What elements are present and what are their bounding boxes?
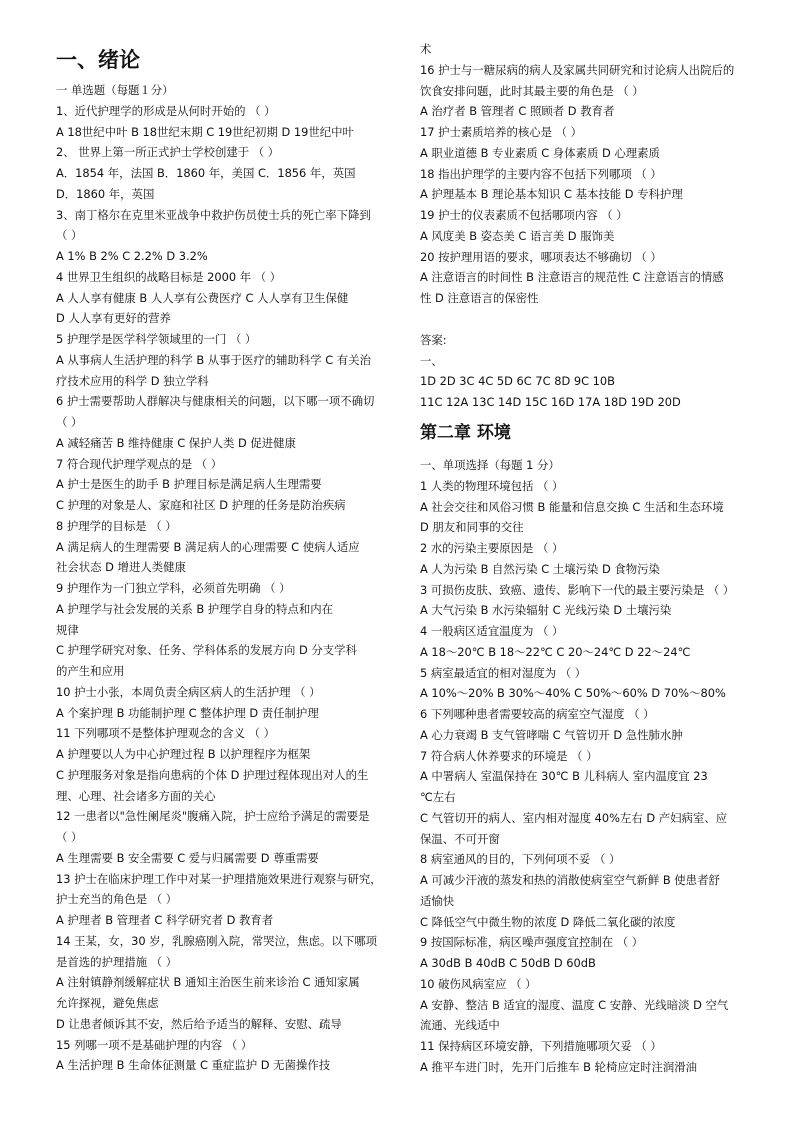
answer-row-2: 11C 12A 13C 14D 15C 16D 17A 18D 19D 20D bbox=[420, 395, 681, 409]
text-line: 8 护理学的目标是 （ ） bbox=[56, 518, 177, 533]
text-line: A 中署病人 室温保持在 30℃ B 儿科病人 室内温度宜 23 bbox=[420, 769, 708, 784]
text-line: 是首选的护理措施 （ ） bbox=[56, 954, 178, 969]
text-line: 18 指出护理学的主要内容不包括下列哪项 （ ） bbox=[420, 166, 662, 181]
text-line: A 减轻痛苦 B 维持健康 C 保护人类 D 促进健康 bbox=[56, 435, 296, 450]
text-line: 流通、光线适中 bbox=[420, 1018, 500, 1033]
text-line: C 护理的对象是人、家庭和社区 D 护理的任务是防治疾病 bbox=[56, 498, 346, 512]
text-line: A 护士是医生的助手 B 护理目标是满足病人生理需要 bbox=[56, 477, 322, 492]
text-line: 4 一般病区适宜温度为 （ ） bbox=[420, 624, 564, 638]
text-line: A 护理者 B 管理者 C 科学研究者 D 教育者 bbox=[56, 913, 274, 927]
text-line: 疗技术应用的科学 D 独立学科 bbox=[56, 373, 209, 388]
text-line: 10 破伤风病室应 （ ） bbox=[420, 976, 537, 991]
text-line: A 人为污染 B 自然污染 C 土壤污染 D 食物污染 bbox=[420, 561, 660, 576]
text-line: （ ） bbox=[56, 830, 83, 844]
text-line: A．1854 年，法国 B．1860 年，美国 C．1856 年，英国 bbox=[56, 166, 356, 180]
text-line: D 人人享有更好的营养 bbox=[56, 311, 171, 326]
text-line: A 安静、整洁 B 适宜的湿度、温度 C 安静、光线暗淡 D 空气 bbox=[420, 997, 729, 1012]
text-line: ℃左右 bbox=[420, 790, 456, 804]
text-line: A 治疗者 B 管理者 C 照顾者 D 教育者 bbox=[420, 104, 615, 119]
text-line: A 生活护理 B 生命体征测量 C 重症监护 D 无菌操作技 bbox=[56, 1058, 331, 1073]
text-line: 术 bbox=[420, 42, 432, 56]
text-line: A 人人享有健康 B 人人享有公费医疗 C 人人享有卫生保健 bbox=[56, 290, 349, 305]
text-line: 保温、不可开窗 bbox=[420, 831, 500, 846]
text-line: 理、心理、社会诸多方面的关心 bbox=[56, 788, 216, 803]
text-line: 6 下列哪种患者需要较高的病室空气湿度 （ ） bbox=[420, 707, 655, 721]
text-line: 15 列哪一项不是基础护理的内容 （ ） bbox=[56, 1037, 253, 1052]
text-line: 1、近代护理学的形成是从何时开始的 （ ） bbox=[56, 103, 276, 118]
text-line: A 推平车进门时，先开门后推车 B 轮椅应定时注润滑油 bbox=[420, 1059, 698, 1074]
text-line: 规律 bbox=[56, 622, 79, 637]
text-line: A 10%～20% B 30%～40% C 50%～60% D 70%～80% bbox=[420, 686, 726, 701]
text-line: 10 护士小张，本周负责全病区病人的生活护理 （ ） bbox=[56, 684, 321, 699]
text-line: A 满足病人的生理需要 B 满足病人的心理需要 C 使病人适应 bbox=[56, 539, 360, 554]
text-line: 2 水的污染主要原因是 （ ） bbox=[420, 541, 564, 555]
text-line: 7 符合现代护理学观点的是 （ ） bbox=[56, 456, 223, 471]
text-line: 社会状态 D 增进人类健康 bbox=[56, 560, 186, 575]
text-line: 3、南丁格尔在克里米亚战争中救护伤员使士兵的死亡率下降到 bbox=[56, 207, 371, 222]
answer-label: 答案: bbox=[420, 333, 447, 347]
text-line: C 护理服务对象是指向患病的个体 D 护理过程体现出对人的生 bbox=[56, 767, 369, 782]
text-line: 11 保持病区环境安静，下列措施哪项欠妥 （ ） bbox=[420, 1039, 662, 1053]
text-line: 护士充当的角色是 （ ） bbox=[56, 892, 178, 907]
text-line: D 让患者倾诉其不安，然后给予适当的解释、安慰、疏导 bbox=[56, 1016, 342, 1031]
text-line: A 注射镇静剂缓解症状 B 通知主治医生前来诊治 C 通知家属 bbox=[56, 975, 360, 990]
text-line: A 风度美 B 姿态美 C 语言美 D 服饰美 bbox=[420, 228, 615, 243]
text-line: A 护理要以人为中心护理过程 B 以护理程序为框架 bbox=[56, 747, 311, 761]
text-line: 4 世界卫生组织的战略目标是 2000 年 （ ） bbox=[56, 269, 282, 284]
text-line: A 大气污染 B 水污染辐射 C 光线污染 D 土壤污染 bbox=[420, 603, 672, 618]
text-line: 饮食安排问题，此时其最主要的角色是 （ ） bbox=[420, 83, 644, 98]
text-line: 9 护理作为一门独立学科，必须首先明确 （ ） bbox=[56, 581, 291, 595]
text-line: 允许探视，避免焦虑 bbox=[56, 996, 159, 1010]
text-line: A 18～20℃ B 18～22℃ C 20～24℃ D 22～24℃ bbox=[420, 644, 691, 659]
text-line: 一 单选题（每题１分） bbox=[56, 83, 174, 97]
text-line: 性 D 注意语言的保密性 bbox=[420, 291, 539, 305]
text-line: 17 护士素质培养的核心是 （ ） bbox=[420, 125, 583, 139]
text-line: 13 护士在临床护理工作中对某一护理措施效果进行观察与研究， bbox=[56, 871, 382, 886]
text-line: 19 护士的仪表素质不包括哪项内容 （ ） bbox=[420, 208, 628, 222]
text-line: 9 按国际标准，病区噪声强度宜控制在 （ ） bbox=[420, 935, 644, 950]
text-line: C 降低空气中微生物的浓度 D 降低二氧化碳的浓度 bbox=[420, 914, 676, 929]
text-line: 11 下列哪项不是整体护理观念的含义 （ ） bbox=[56, 726, 275, 741]
text-line: 适愉快 bbox=[420, 893, 455, 908]
text-line: 的产生和应用 bbox=[56, 664, 125, 678]
text-line: D 朋友和同事的交往 bbox=[420, 520, 524, 535]
answer-section: 一、 bbox=[420, 354, 443, 368]
text-line: C 气管切开的病人、室内相对湿度 40%左右 D 产妇病室、应 bbox=[420, 810, 728, 825]
text-line: 8 病室通风的目的，下列何项不妥 （ ） bbox=[420, 852, 621, 867]
text-line: （ ） bbox=[56, 228, 83, 243]
chapter-two-title: 第二章 环境 bbox=[420, 423, 511, 443]
text-line: A 个案护理 B 功能制护理 C 整体护理 D 责任制护理 bbox=[56, 705, 319, 720]
text-line: （ ） bbox=[56, 415, 83, 429]
text-line: A 职业道德 B 专业素质 C 身体素质 D 心理素质 bbox=[420, 145, 660, 160]
text-line: 7 符合病人休养要求的环境是 （ ） bbox=[420, 748, 598, 763]
text-line: A 30dB B 40dB C 50dB D 60dB bbox=[420, 956, 596, 970]
text-line: 20 按护理用语的要求，哪项表达不够确切 （ ） bbox=[420, 249, 662, 264]
text-line: 5 病室最适宜的相对湿度为 （ ） bbox=[420, 665, 587, 680]
text-line: D．1860 年，英国 bbox=[56, 186, 155, 201]
answer-row-1: 1D 2D 3C 4C 5D 6C 7C 8D 9C 10B bbox=[420, 374, 615, 388]
text-line: A 护理基本 B 理论基本知识 C 基本技能 D 专科护理 bbox=[420, 187, 683, 202]
text-line: 16 护士与一糖尿病的病人及家属共同研究和讨论病人出院后的 bbox=[420, 62, 735, 77]
text-line: A 心力衰竭 B 支气管哮喘 C 气管切开 D 急性肺水肿 bbox=[420, 727, 683, 742]
text-line: A 社会交往和风俗习惯 B 能量和信息交换 C 生活和生态环境 bbox=[420, 499, 724, 514]
text-line: A 注意语言的时间性 B 注意语言的规范性 C 注意语言的情感 bbox=[420, 270, 724, 285]
text-line: A 护理学与社会发展的关系 B 护理学自身的特点和内在 bbox=[56, 601, 334, 616]
text-line: 14 王某，女，30 岁，乳腺癌刚入院，常哭泣，焦虑。以下哪项 bbox=[56, 933, 377, 948]
text-line: 3 可损伤皮肤、致癌、遗传、影响下一代的最主要污染是 （ ） bbox=[420, 582, 735, 597]
text-line: A 18世纪中叶 B 18世纪末期 C 19世纪初期 D 19世纪中叶 bbox=[56, 124, 354, 139]
text-line: A 1% B 2% C 2.2% D 3.2% bbox=[56, 249, 208, 263]
text-line: 一、单项选择（每题 1 分） bbox=[420, 458, 560, 472]
text-line: 5 护理学是医学科学领域里的一门 （ ） bbox=[56, 332, 257, 346]
text-line: 12 一患者以"急性阑尾炎"腹痛入院，护士应给予满足的需要是 bbox=[56, 809, 370, 824]
text-line: A 生理需要 B 安全需要 C 爱与归属需要 D 尊重需要 bbox=[56, 850, 319, 865]
chapter-title: 一、绪论 bbox=[56, 48, 140, 72]
text-line: C 护理学研究对象、任务、学科体系的发展方向 D 分支学科 bbox=[56, 643, 357, 658]
text-line: 6 护士需要帮助人群解决与健康相关的问题，以下哪一项不确切 bbox=[56, 394, 375, 409]
text-line: A 从事病人生活护理的科学 B 从事于医疗的辅助科学 C 有关治 bbox=[56, 352, 372, 367]
text-line: 1 人类的物理环境包括 （ ） bbox=[420, 478, 564, 493]
text-line: A 可减少汗液的蒸发和热的消散使病室空气新鲜 B 使患者舒 bbox=[420, 873, 720, 887]
text-line: 2、 世界上第一所正式护士学校创建于 （ ） bbox=[56, 145, 280, 160]
